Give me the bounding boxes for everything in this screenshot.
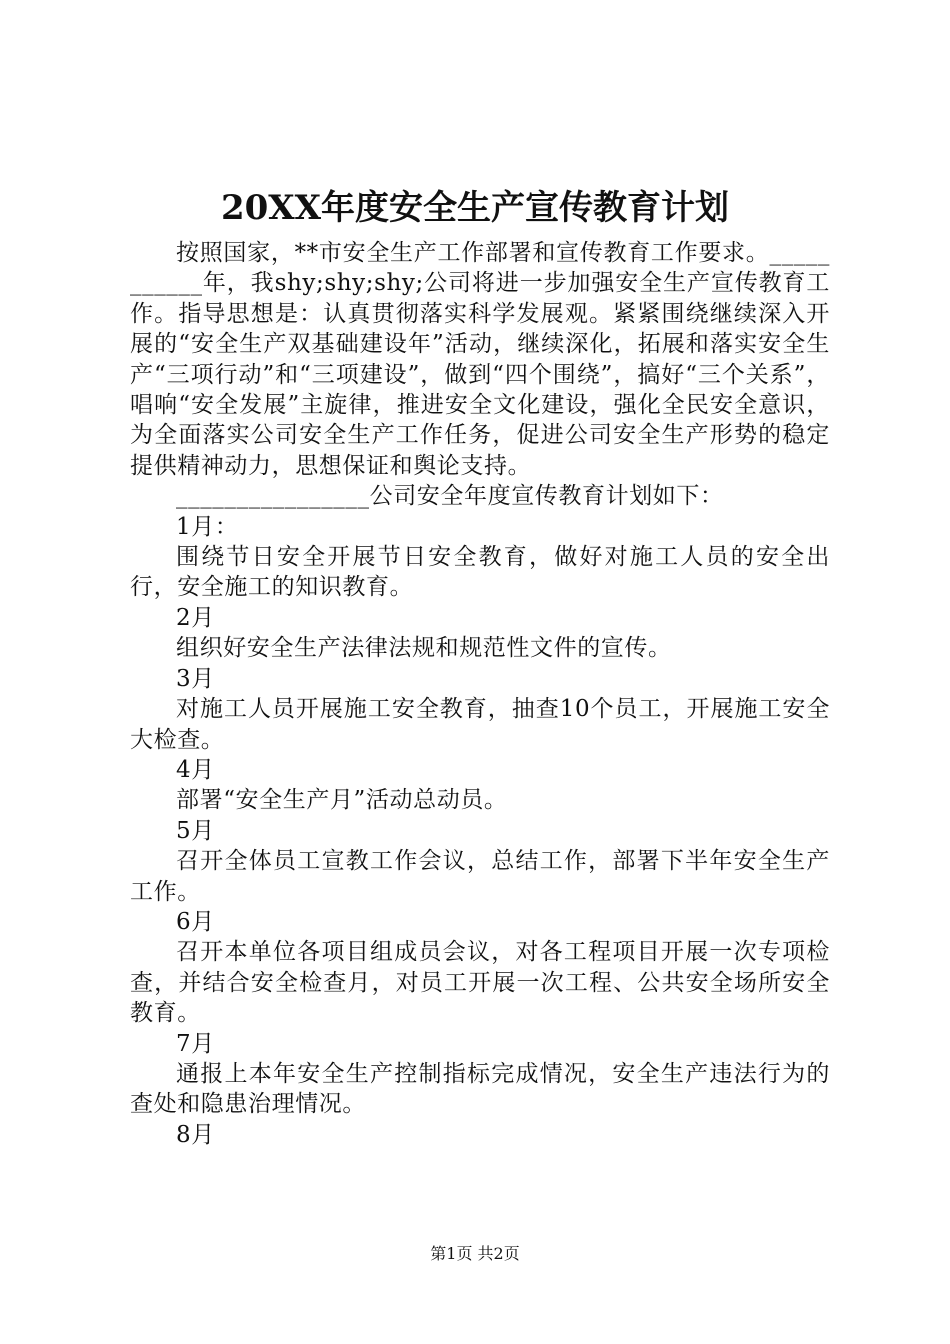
month-heading: 4月 (176, 756, 215, 783)
plan-intro-paragraph: ________________公司安全年度宣传教育计划如下： (176, 483, 724, 510)
month-heading: 3月 (176, 665, 215, 692)
month-heading: 7月 (176, 1030, 215, 1057)
month-content: 对施工人员开展施工安全教育，抽查10个员工，开展施工安全大检查。 (130, 696, 830, 753)
document-body (130, 238, 830, 1150)
month-content: 通报上本年安全生产控制指标完成情况，安全生产违法行为的查处和隐患治理情况。 (130, 1060, 830, 1118)
month-heading: 6月 (176, 908, 215, 935)
intro-paragraph: 按照国家，**市安全生产工作部署和宣传教育工作要求。___________年，我shy;shy;shy;公司将进一步加强安全生产宣传教育工作。指导思想是：认真贯彻落实科学发展观。紧紧围绕继续深入开展的“安全生产双基础建设年”活动，继续深化，拓展和落实安全生产“三项行动”和“三项建设”，做到“四个围绕”，搞好“三个关系”，唱响“安全发展”主旋律，推进安全文化建设，强化全民安全意识，为全面落实公司安全生产工作任务，促进公司安全生产形势的稳定提供精神动力，思想保证和舆论支持。 (130, 240, 830, 479)
month-heading: 2月 (176, 604, 215, 631)
month-heading: 5月 (176, 817, 215, 844)
month-content: 围绕节日安全开展节日安全教育，做好对施工人员的安全出行，安全施工的知识教育。 (130, 544, 830, 601)
month-content: 召开全体员工宣教工作会议，总结工作，部署下半年安全生产工作。 (130, 848, 830, 905)
document-title: 20XX年度安全生产宣传教育计划 (220, 188, 730, 228)
month-heading: 1月： (176, 513, 239, 540)
month-content: 召开本单位各项目组成员会议，对各工程项目开展一次专项检查，并结合安全检查月，对员工开展一次工程、公共安全场所安全教育。 (130, 939, 830, 1027)
page-footer: 第1页 共2页 (430, 1244, 520, 1263)
month-content: 组织好安全生产法律法规和规范性文件的宣传。 (176, 635, 672, 662)
month-content: 部署“安全生产月”活动总动员。 (176, 787, 508, 814)
month-heading: 8月 (176, 1121, 215, 1148)
